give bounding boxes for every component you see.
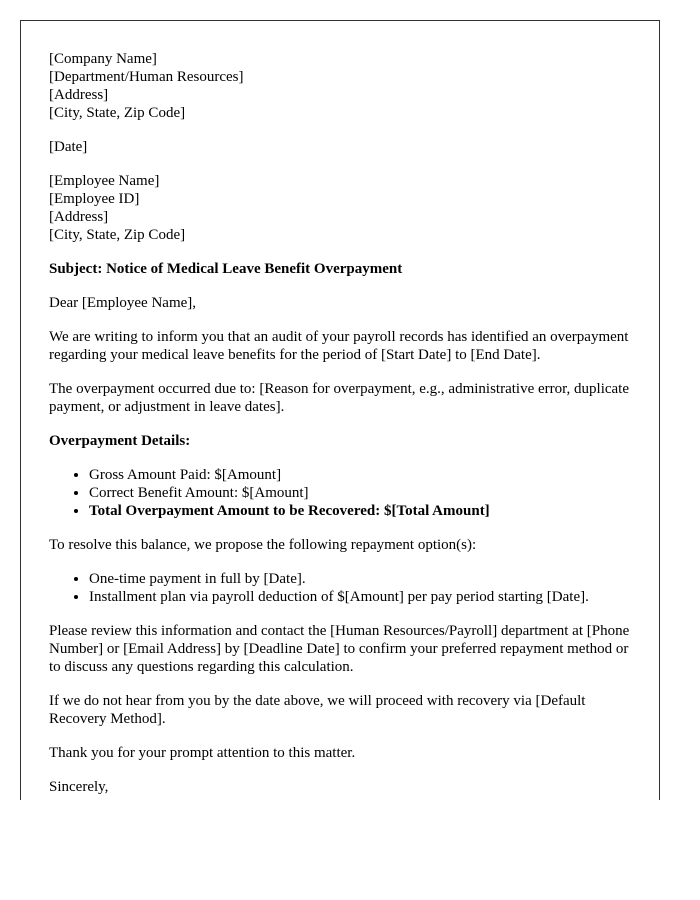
letter-subject: Subject: Notice of Medical Leave Benefit Overpayment [49, 261, 403, 277]
letter-content [21, 21, 659, 796]
sender-address: [Address] [49, 87, 109, 103]
recipient-block [49, 172, 631, 244]
sender-block [49, 50, 631, 122]
recipient-address: [Address] [49, 209, 109, 225]
sender-department: [Department/Human Resources] [49, 69, 244, 85]
recipient-id: [Employee ID] [49, 191, 140, 207]
salutation: Dear [Employee Name], [49, 295, 197, 311]
reason-paragraph: The overpayment occurred due to: [Reason for overpayment, e.g., administrative error, duplicate payment, or adjustment in leave dates]. [49, 381, 630, 415]
thanks-paragraph: Thank you for your prompt attention to this matter. [49, 745, 356, 761]
intro-paragraph: We are writing to inform you that an audit of your payroll records has identified an overpayment regarding your medical leave benefits for the period of [Start Date] to [End Date]. [49, 329, 629, 363]
letter-page [20, 20, 660, 800]
letter-date: [Date] [49, 139, 88, 155]
sender-city-state-zip: [City, State, Zip Code] [49, 105, 186, 121]
sender-company: [Company Name] [49, 51, 157, 67]
repayment-list [49, 570, 631, 606]
recipient-city-state-zip: [City, State, Zip Code] [49, 227, 186, 243]
list-item: • Correct Benefit Amount: $[Amount] [89, 484, 631, 502]
contact-paragraph: Please review this information and contact the [Human Resources/Payroll] department at [Phone Number] or [Email Address] by [Deadline Date] to confirm your preferred repayment method or to discuss any questions regarding this calculation. [49, 623, 630, 675]
repayment-intro: To resolve this balance, we propose the following repayment option(s): [49, 537, 477, 553]
list-item: • Installment plan via payroll deduction of $[Amount] per pay period starting [Date]. [89, 588, 631, 606]
signoff: Sincerely, [49, 779, 109, 795]
date-block [49, 138, 631, 156]
details-heading: Overpayment Details: [49, 433, 191, 449]
list-item: • Gross Amount Paid: $[Amount] [89, 466, 631, 484]
default-paragraph: If we do not hear from you by the date above, we will proceed with recovery via [Default Recovery Method]. [49, 693, 586, 727]
list-item: • Total Overpayment Amount to be Recovered: $[Total Amount] [89, 502, 631, 520]
recipient-name: [Employee Name] [49, 173, 160, 189]
details-list [49, 466, 631, 520]
list-item: • One-time payment in full by [Date]. [89, 570, 631, 588]
